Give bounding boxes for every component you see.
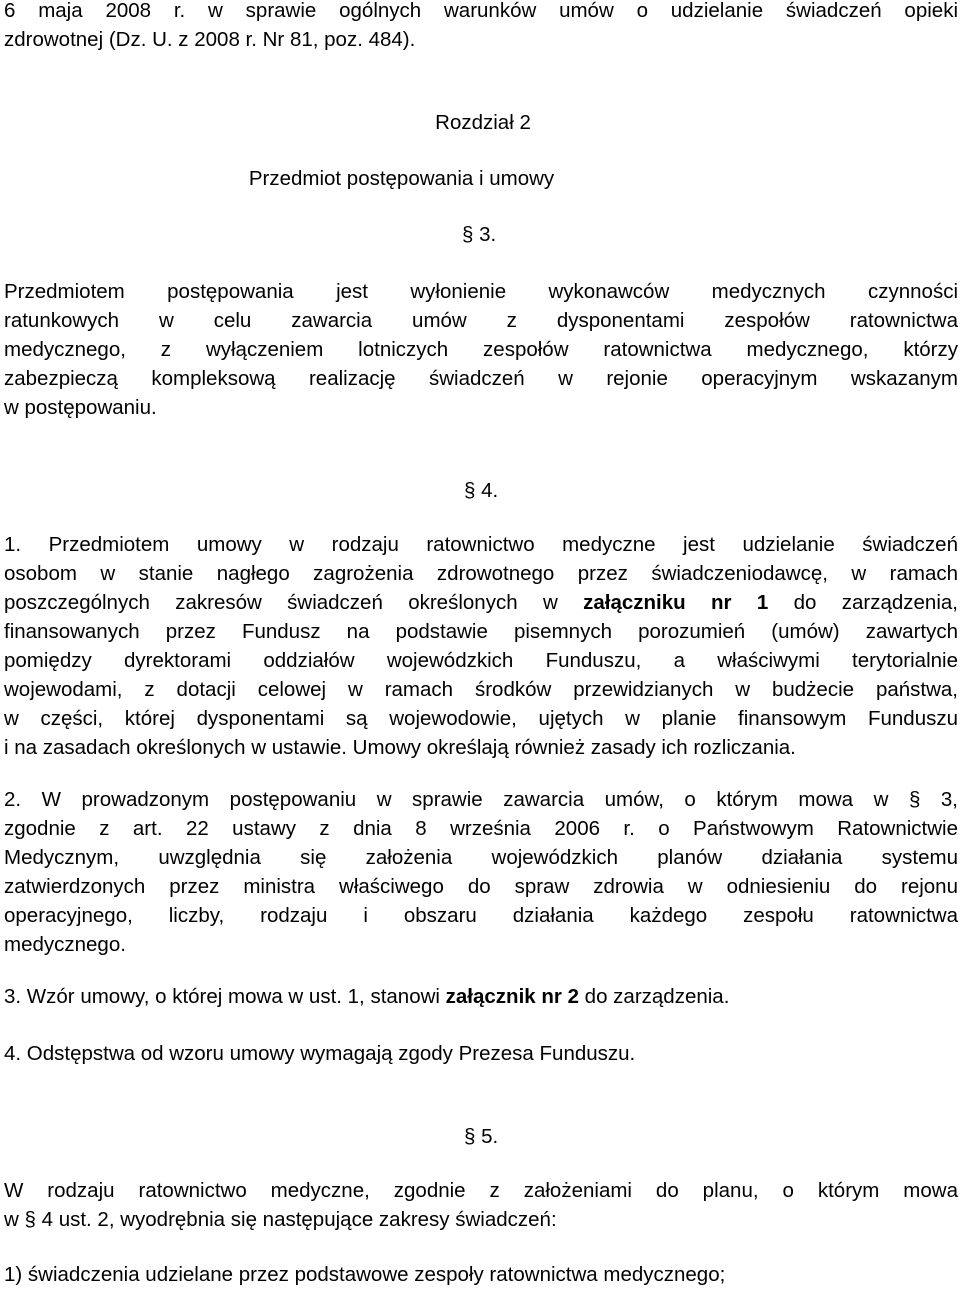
chapter-subtitle: Przedmiot postępowania i umowy <box>248 167 555 190</box>
attachment-1-reference: załączniku nr 1 <box>583 591 769 614</box>
section-4-p1-line-7: w części, której dysponentami są wojewodowie, ujętych w planie finansowym Funduszu <box>4 707 958 730</box>
section-4-p1-line-8: i na zasadach określonych w ustawie. Umowy określają również zasady ich rozliczania. <box>4 736 796 759</box>
section-5-item-1: 1) świadczenia udzielane przez podstawowe zespoły ratownictwa medycznego; <box>4 1263 726 1286</box>
section-5-line-2: w § 4 ust. 2, wyodrębnia się następujące zakresy świadczeń: <box>4 1208 557 1231</box>
chapter-title: Rozdział 2 <box>435 111 531 134</box>
section-4-p1-line-1: 1. Przedmiotem umowy w rodzaju ratownictwo medyczne jest udzielanie świadczeń <box>4 533 958 556</box>
header-line-1: 6 maja 2008 r. w sprawie ogólnych warunków umów o udzielanie świadczeń opieki <box>4 0 958 22</box>
section-4-p2-line-2: zgodnie z art. 22 ustawy z dnia 8 września 2006 r. o Państwowym Ratownictwie <box>4 817 958 840</box>
section-4-p3-text-b: do zarządzenia. <box>578 985 730 1008</box>
header-line-2: zdrowotnej (Dz. U. z 2008 r. Nr 81, poz. 484). <box>4 28 416 51</box>
section-4-p2-line-6: medycznego. <box>4 933 126 956</box>
section-4-p1-line-3-text-b: do zarządzenia, <box>768 591 958 614</box>
section-4-p4: 4. Odstępstwa od wzoru umowy wymagają zgody Prezesa Funduszu. <box>4 1042 636 1065</box>
section-4-p2-line-1: 2. W prowadzonym postępowaniu w sprawie zawarcia umów, o którym mowa w § 3, <box>4 788 958 811</box>
section-3-line-5: w postępowaniu. <box>4 396 157 419</box>
section-3-number: § 3. <box>462 223 497 246</box>
section-3-line-4: zabezpieczą kompleksową realizację świadczeń w rejonie operacyjnym wskazanym <box>4 367 958 390</box>
section-3-line-2: ratunkowych w celu zawarcia umów z dysponentami zespołów ratownictwa <box>4 309 958 332</box>
section-4-p3 <box>4 982 729 1011</box>
section-4-p1-line-3 <box>4 588 958 617</box>
section-4-p1-line-2: osobom w stanie nagłego zagrożenia zdrowotnego przez świadczeniodawcę, w ramach <box>4 562 958 585</box>
section-4-p1-line-5: pomiędzy dyrektorami oddziałów wojewódzkich Funduszu, a właściwymi terytorialnie <box>4 649 958 672</box>
section-4-p1-line-4: finansowanych przez Fundusz na podstawie pisemnych porozumień (umów) zawartych <box>4 620 958 643</box>
section-4-p2-line-5: operacyjnego, liczby, rodzaju i obszaru działania każdego zespołu ratownictwa <box>4 904 958 927</box>
section-4-p2-line-3: Medycznym, uwzględnia się założenia wojewódzkich planów działania systemu <box>4 846 958 869</box>
attachment-2-reference: załącznik nr 2 <box>445 985 579 1008</box>
section-4-p1-line-6: wojewodami, z dotacji celowej w ramach środków przewidzianych w budżecie państwa, <box>4 678 958 701</box>
section-4-p1-line-3-text-a: poszczególnych zakresów świadczeń określonych w <box>4 591 584 614</box>
section-4-number: § 4. <box>464 479 499 502</box>
section-4-p3-text-a: 3. Wzór umowy, o której mowa w ust. 1, stanowi <box>4 985 446 1008</box>
section-5-number: § 5. <box>464 1125 499 1148</box>
section-3-line-3: medycznego, z wyłączeniem lotniczych zespołów ratownictwa medycznego, którzy <box>4 338 958 361</box>
section-4-p2-line-4: zatwierdzonych przez ministra właściwego do spraw zdrowia w odniesieniu do rejonu <box>4 875 958 898</box>
section-3-line-1: Przedmiotem postępowania jest wyłonienie wykonawców medycznych czynności <box>4 280 958 303</box>
section-5-line-1: W rodzaju ratownictwo medyczne, zgodnie z założeniami do planu, o którym mowa <box>4 1179 958 1202</box>
